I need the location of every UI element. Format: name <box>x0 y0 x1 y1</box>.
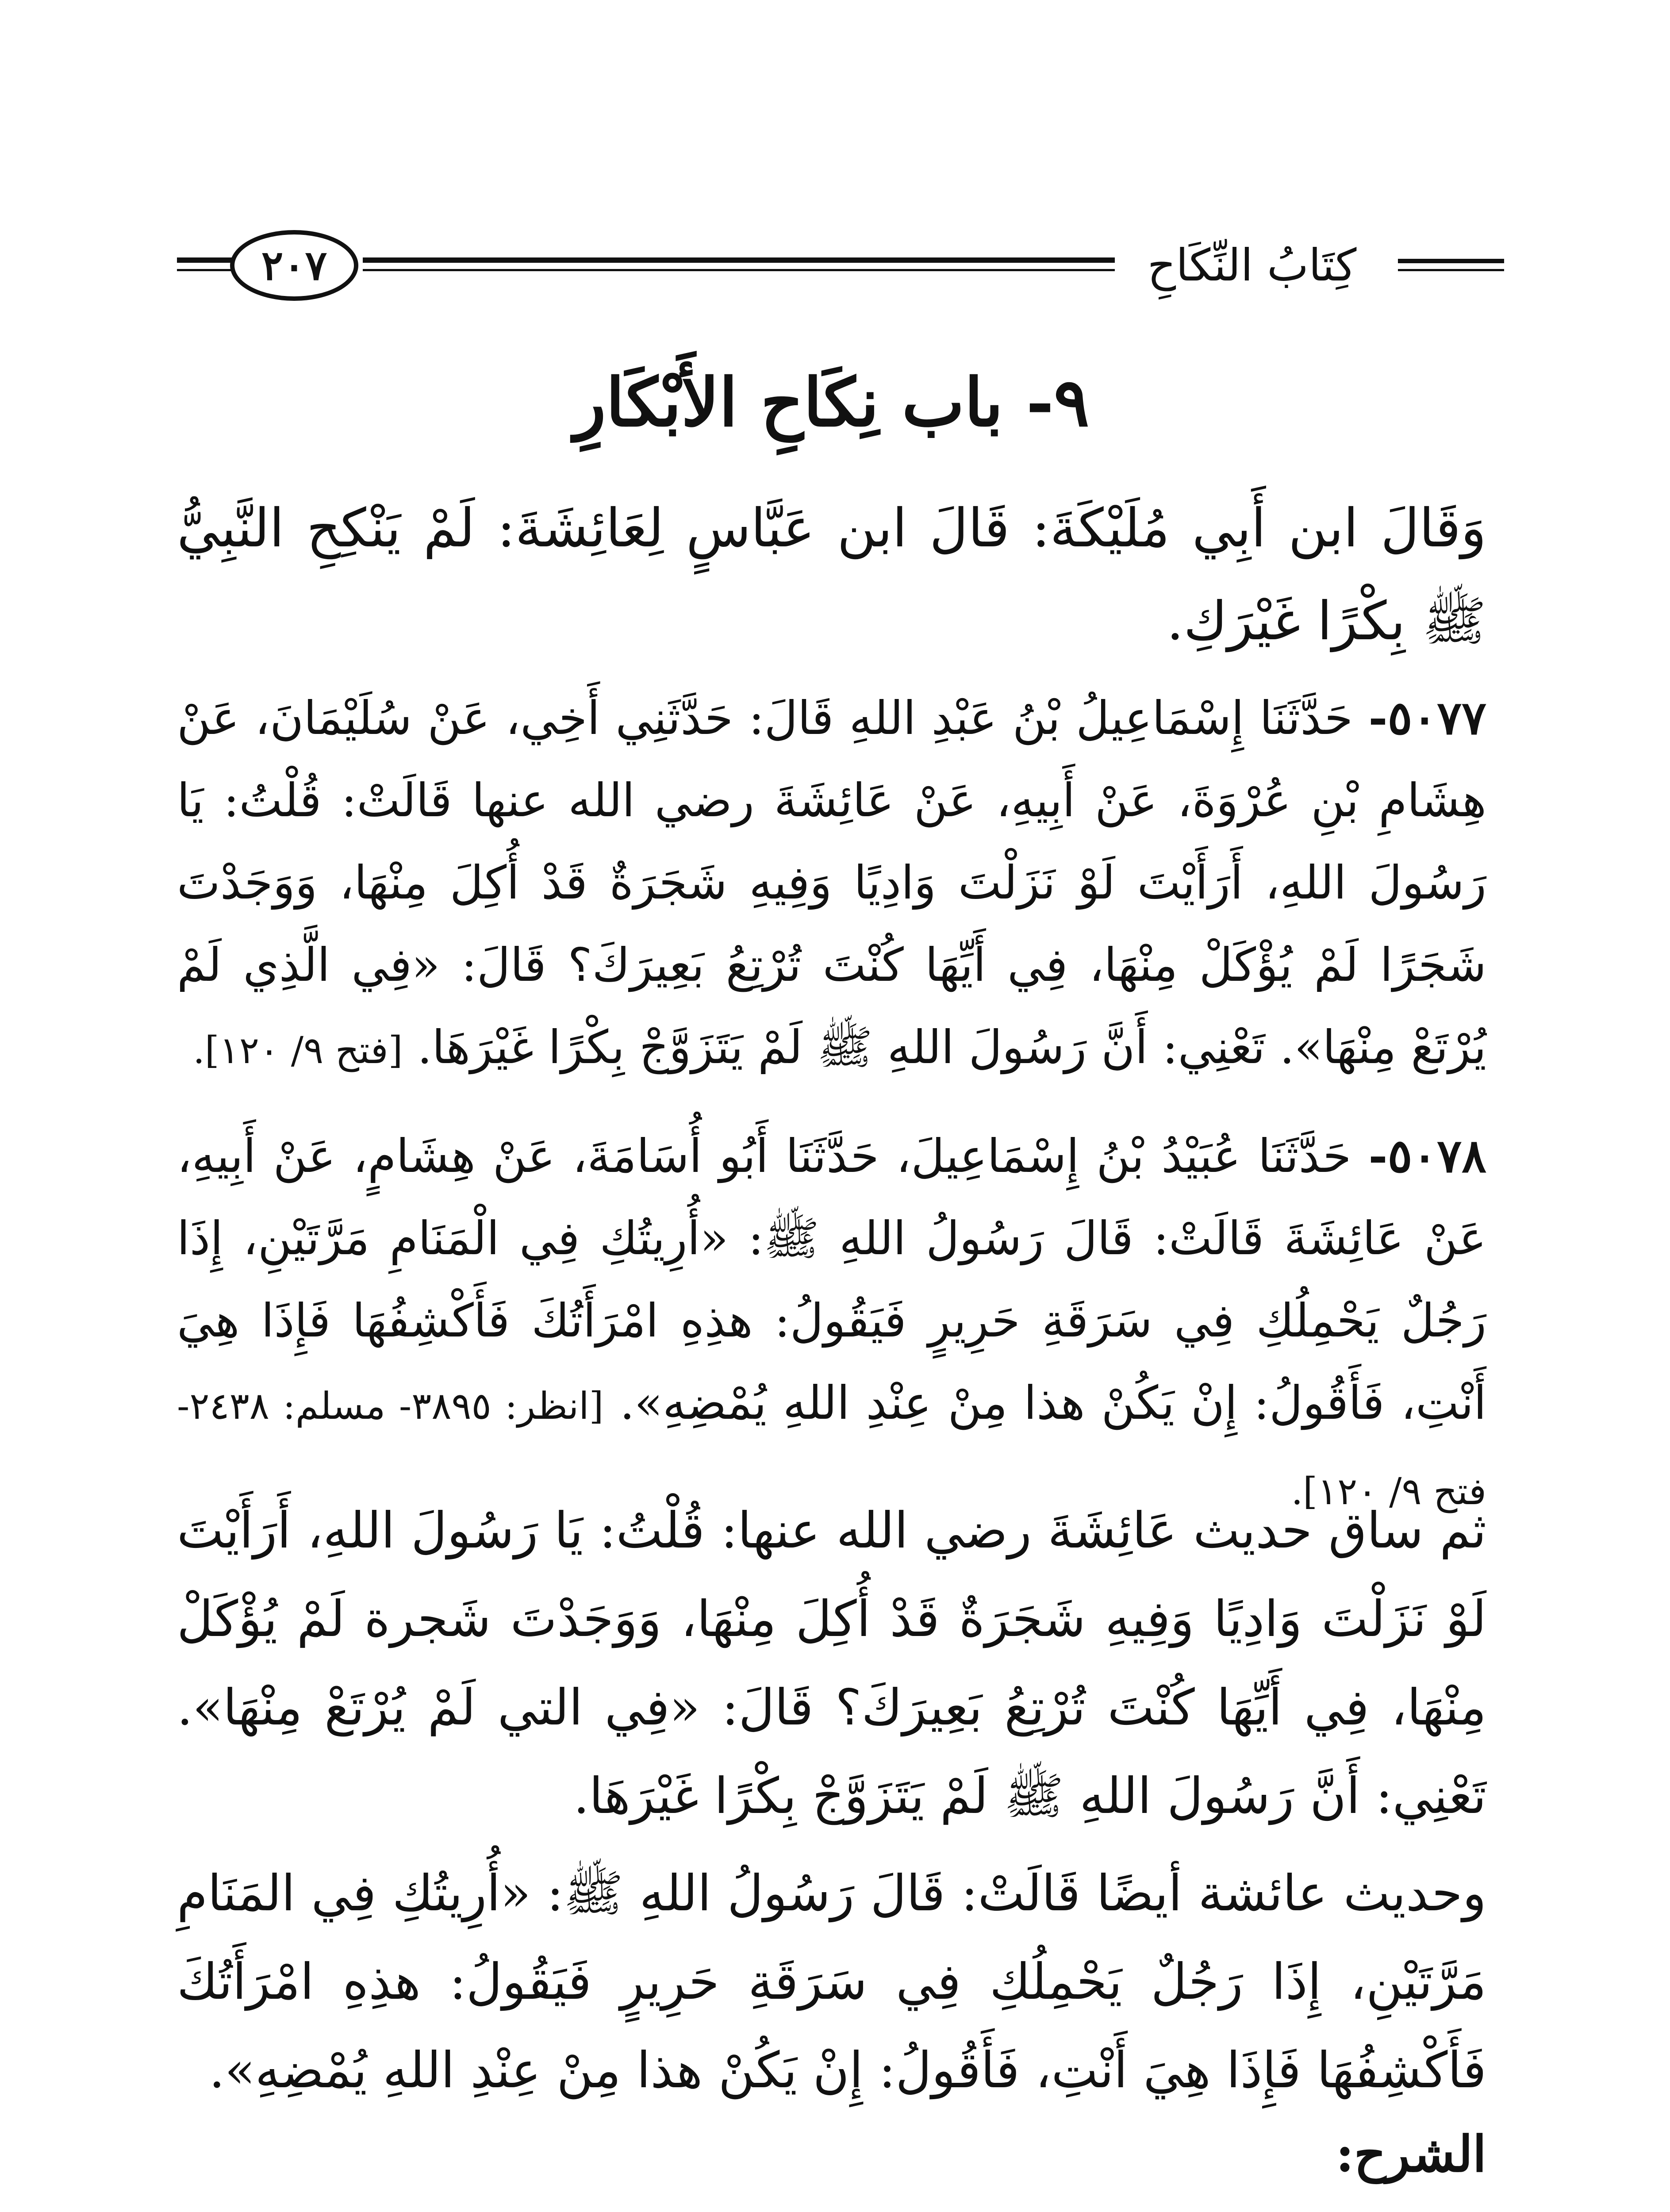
hadith-reference: [فتح ٩/ ١٢٠]. <box>193 1029 403 1072</box>
page-number-badge <box>230 230 358 301</box>
hadith-number: ٥٠٧٨- <box>1368 1129 1487 1183</box>
hadith-reference: [انظر: ٣٨٩٥- مسلم: ٢٤٣٨- فتح ٩/ ١٢٠]. <box>177 1384 1486 1513</box>
header-rule-left-top <box>177 257 234 263</box>
sharh-label: الشرح: <box>1336 2125 1486 2183</box>
page-number: ٢٠٧ <box>261 242 327 289</box>
header-rule-middle-top <box>363 257 1115 263</box>
hadith-5077 <box>177 677 1486 1091</box>
header-rule-middle-bottom <box>363 269 1115 271</box>
hadith-number: ٥٠٧٧- <box>1368 691 1486 745</box>
commentary-paragraph-1 <box>177 1486 1486 1840</box>
header-rule-right-top <box>1398 259 1504 263</box>
hadith-5078 <box>177 1115 1486 1532</box>
running-header <box>177 221 1504 310</box>
commentary-paragraph-2 <box>177 1849 1486 2115</box>
header-rule-right-bottom <box>1398 269 1504 271</box>
sharh-heading <box>177 2119 1486 2190</box>
commentary-text: وحديث عائشة أيضًا قَالَتْ: قَالَ رَسُولُ اللهِ ﷺ: «أُرِيتُكِ فِي المَنَامِ مَرَّتَيْنِ، إِذَا رَجُلٌ يَحْمِلُكِ فِي سَرَقَةِ حَرِيرٍ فَيَقُولُ: هذِهِ امْرَأَتُكَ فَأَكْشِفُهَا فَإِذَا هِيَ أَنْتِ، فَأَقُولُ: إِنْ يَكُنْ هذا مِنْ عِنْدِ اللهِ يُمْضِهِ». <box>177 1865 1486 2099</box>
commentary-text: ثم ساق حديث عَائِشَةَ رضي الله عنها: قُلْتُ: يَا رَسُولَ اللهِ، أَرَأَيْتَ لَوْ نَزَلْتَ وَادِيًا وَفِيهِ شَجَرَةٌ قَدْ أُكِلَ مِنْهَا، وَوَجَدْتَ شَجرة لَمْ يُؤْكَلْ مِنْهَا، فِي أَيِّهَا كُنْتَ تُرْتِعُ بَعِيرَكَ؟ قَالَ: «فِي التي لَمْ يُرْتَعْ مِنْهَا». تَعْنِي: أَنَّ رَسُولَ اللهِ ﷺ لَمْ يَتَزَوَّجْ بِكْرًا غَيْرَهَا. <box>177 1502 1486 1825</box>
intro-text: وَقَالَ ابن أَبِي مُلَيْكَةَ: قَالَ ابن عَبَّاسٍ لِعَائِشَةَ: لَمْ يَنْكِحِ النَّبِيُّ ﷺ بِكْرًا غَيْرَكِ. <box>177 498 1486 652</box>
chapter-title: ٩- باب نِكَاحِ الأَبْكَارِ <box>574 364 1090 442</box>
hadith-text: حَدَّثَنَا عُبَيْدُ بْنُ إِسْمَاعِيلَ، حَدَّثَنَا أَبُو أُسَامَةَ، عَنْ هِشَامٍ، عَنْ أَبِيهِ، عَنْ عَائِشَةَ قَالَتْ: قَالَ رَسُولُ اللهِ ﷺ: «أُرِيتُكِ فِي الْمَنَامِ مَرَّتَيْنِ، إِذَا رَجُلٌ يَحْمِلُكِ فِي سَرَقَةِ حَرِيرٍ فَيَقُولُ: هذِهِ امْرَأَتُكَ فَأَكْشِفُهَا فَإِذَا هِيَ أَنْتِ، فَأَقُولُ: إِنْ يَكُنْ هذا مِنْ عِنْدِ اللهِ يُمْضِهِ». <box>177 1129 1486 1430</box>
header-rule-left-bottom <box>177 269 234 271</box>
hadith-text: حَدَّثَنَا إِسْمَاعِيلُ بْنُ عَبْدِ اللهِ قَالَ: حَدَّثَنِي أَخِي، عَنْ سُلَيْمَانَ، عَنْ هِشَامِ بْنِ عُرْوَةَ، عَنْ أَبِيهِ، عَنْ عَائِشَةَ رضي الله عنها قَالَتْ: قُلْتُ: يَا رَسُولَ اللهِ، أَرَأَيْتَ لَوْ نَزَلْتَ وَادِيًا وَفِيهِ شَجَرَةٌ قَدْ أُكِلَ مِنْهَا، وَوَجَدْتَ شَجَرًا لَمْ يُؤْكَلْ مِنْهَا، فِي أَيِّهَا كُنْتَ تُرْتِعُ بَعِيرَكَ؟ قَالَ: «فِي الَّذِي لَمْ يُرْتَعْ مِنْهَا». تَعْنِي: أَنَّ رَسُولَ اللهِ ﷺ لَمْ يَتَزَوَّجْ بِكْرًا غَيْرَهَا. <box>177 691 1486 1074</box>
intro-paragraph <box>177 482 1486 668</box>
running-title: كِتَابُ النِّكَاحِ <box>1147 239 1357 291</box>
